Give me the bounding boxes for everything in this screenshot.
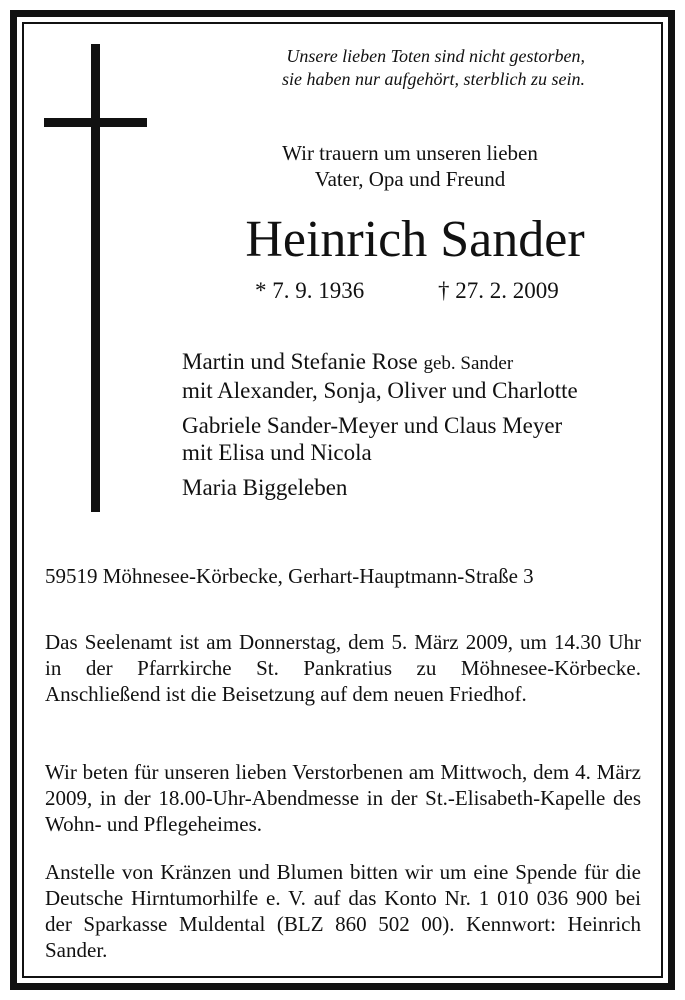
death-date: † 27. 2. 2009 — [438, 278, 559, 303]
address: 59519 Möhnesee-Körbecke, Gerhart-Hauptmann-Straße 3 — [45, 564, 534, 588]
mourner-line: mit Alexander, Sonja, Oliver und Charlotte — [182, 378, 578, 403]
intro-line-1: Wir trauern um unseren lieben — [282, 141, 538, 165]
mourner-name: Martin und Stefanie Rose — [182, 349, 418, 374]
motto-line-2: sie haben nur aufgehört, sterblich zu sein. — [282, 69, 585, 89]
mourner-line: Maria Biggeleben — [182, 475, 348, 500]
mourner-group — [182, 474, 652, 501]
donation-paragraph: Anstelle von Kränzen und Blumen bitten wir um eine Spende für die Deutsche Hirntumorhilfe e. V. auf das Konto Nr. 1 010 036 900 bei der Sparkasse Muldental (BLZ 860 502 00). Kennwort: Heinrich Sander. — [45, 860, 641, 962]
evening-mass-paragraph: Wir beten für unseren lieben Verstorbenen am Mittwoch, dem 4. März 2009, in der 18.00-Uhr-Abendmesse in der St.-Elisabeth-Kapelle des Wohn- und Pflegeheimes. — [45, 760, 641, 836]
intro-line-2: Vater, Opa und Freund — [314, 167, 506, 191]
intro-text — [200, 140, 620, 192]
funeral-mass-paragraph: Das Seelenamt ist am Donnerstag, dem 5. März 2009, um 14.30 Uhr in der Pfarrkirche St. Pankratius zu Möhnesee-Körbecke. Anschließend ist die Beisetzung auf dem neuen Friedhof. — [45, 630, 641, 706]
mourner-group — [182, 412, 652, 466]
mourner-group — [182, 348, 652, 404]
maiden-name: geb. Sander — [423, 353, 514, 374]
mourner-line: mit Elisa und Nicola — [182, 440, 372, 465]
motto — [160, 45, 585, 91]
mourner-line — [182, 348, 652, 377]
mourners-list — [182, 348, 652, 509]
birth-date: * 7. 9. 1936 — [255, 278, 365, 303]
mourner-line: Gabriele Sander-Meyer und Claus Meyer — [182, 413, 563, 438]
cross-icon-bar — [44, 118, 147, 127]
motto-line-1: Unsere lieben Toten sind nicht gestorben, — [286, 46, 585, 66]
deceased-name: Heinrich Sander — [245, 211, 585, 268]
cross-icon — [91, 44, 100, 512]
